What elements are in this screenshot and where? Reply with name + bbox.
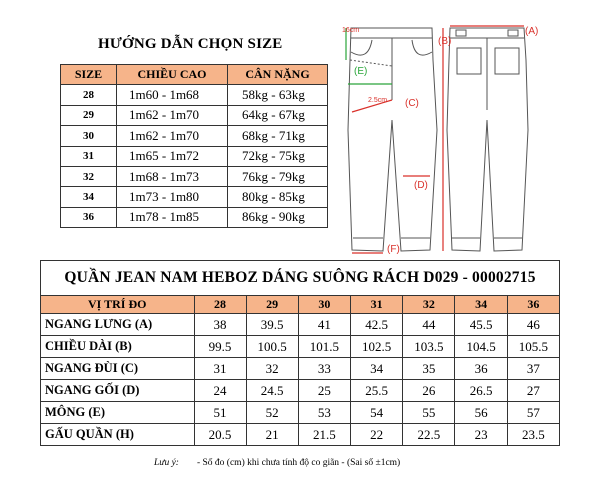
size-header: 29 — [246, 296, 298, 314]
label-e: (E) — [354, 66, 368, 77]
height-cell: 1m65 - 1m72 — [117, 146, 228, 166]
size-cell: 29 — [61, 105, 117, 125]
measurement-label: NGANG LƯNG (A) — [41, 314, 195, 336]
label-c: (C) — [405, 98, 419, 109]
measurement-value: 24 — [194, 380, 246, 402]
size-header: 36 — [507, 296, 559, 314]
size-header: 28 — [194, 296, 246, 314]
measurement-value: 21 — [246, 424, 298, 446]
measurement-row — [41, 402, 560, 424]
measurement-value: 44 — [403, 314, 455, 336]
measurement-value: 26.5 — [455, 380, 507, 402]
height-cell: 1m60 - 1m68 — [117, 85, 228, 105]
measurement-value: 38 — [194, 314, 246, 336]
measurement-label: NGANG ĐÙI (C) — [41, 358, 195, 380]
size-cell: 32 — [61, 166, 117, 186]
measurement-value: 101.5 — [298, 336, 350, 358]
measurement-row — [41, 380, 560, 402]
measurement-value: 24.5 — [246, 380, 298, 402]
measurement-value: 42.5 — [350, 314, 402, 336]
measurement-row — [41, 314, 560, 336]
weight-cell: 86kg - 90kg — [228, 207, 328, 227]
measurement-value: 99.5 — [194, 336, 246, 358]
measurement-value: 46 — [507, 314, 559, 336]
measurement-label: MÔNG (E) — [41, 402, 195, 424]
height-cell: 1m68 - 1m73 — [117, 166, 228, 186]
measurement-value: 32 — [246, 358, 298, 380]
measurement-value: 22.5 — [403, 424, 455, 446]
height-cell: 1m62 - 1m70 — [117, 126, 228, 146]
size-cell: 36 — [61, 207, 117, 227]
label-d: (D) — [414, 180, 428, 191]
measurement-value: 55 — [403, 402, 455, 424]
measurement-value: 45.5 — [455, 314, 507, 336]
measurement-value: 25.5 — [350, 380, 402, 402]
measurement-row — [41, 358, 560, 380]
measurement-value: 54 — [350, 402, 402, 424]
weight-cell: 72kg - 75kg — [228, 146, 328, 166]
weight-cell: 76kg - 79kg — [228, 166, 328, 186]
measurement-value: 31 — [194, 358, 246, 380]
measurement-value: 26 — [403, 380, 455, 402]
header-size: SIZE — [61, 65, 117, 85]
measurement-value: 25 — [298, 380, 350, 402]
measurement-value: 100.5 — [246, 336, 298, 358]
size-header: 32 — [403, 296, 455, 314]
header-position: VỊ TRÍ ĐO — [41, 296, 195, 314]
measurement-value: 20.5 — [194, 424, 246, 446]
measurement-label: NGANG GỐI (D) — [41, 380, 195, 402]
measurement-label: GẤU QUẦN (H) — [41, 424, 195, 446]
measurement-row — [41, 336, 560, 358]
measurement-value: 33 — [298, 358, 350, 380]
measurement-value: 105.5 — [507, 336, 559, 358]
weight-cell: 58kg - 63kg — [228, 85, 328, 105]
header-weight: CÂN NẶNG — [228, 65, 328, 85]
measurement-value: 22 — [350, 424, 402, 446]
measurement-value: 23 — [455, 424, 507, 446]
measurement-value: 27 — [507, 380, 559, 402]
measurement-value: 51 — [194, 402, 246, 424]
measurement-header-row — [41, 296, 560, 314]
measurement-value: 21.5 — [298, 424, 350, 446]
measurement-value: 23.5 — [507, 424, 559, 446]
size-header: 30 — [298, 296, 350, 314]
weight-cell: 64kg - 67kg — [228, 105, 328, 125]
offset-label: 2.5cm — [368, 97, 388, 104]
measurement-value: 56 — [455, 402, 507, 424]
measurement-value: 104.5 — [455, 336, 507, 358]
header-height: CHIỀU CAO — [117, 65, 228, 85]
weight-cell: 68kg - 71kg — [228, 126, 328, 146]
size-header: 34 — [455, 296, 507, 314]
label-a: (A) — [525, 26, 539, 37]
measurement-value: 103.5 — [403, 336, 455, 358]
measurement-label: CHIỀU DÀI (B) — [41, 336, 195, 358]
measurement-value: 35 — [403, 358, 455, 380]
size-header: 31 — [350, 296, 402, 314]
measurement-row — [41, 424, 560, 446]
size-cell: 28 — [61, 85, 117, 105]
measurement-value: 57 — [507, 402, 559, 424]
height-cell: 1m62 - 1m70 — [117, 105, 228, 125]
measurement-value: 37 — [507, 358, 559, 380]
height-cell: 1m78 - 1m85 — [117, 207, 228, 227]
size-cell: 34 — [61, 187, 117, 207]
measurement-value: 36 — [455, 358, 507, 380]
height-cell: 1m73 - 1m80 — [117, 187, 228, 207]
measurement-value: 41 — [298, 314, 350, 336]
rise-label: 16cm — [342, 27, 360, 34]
measurement-value: 102.5 — [350, 336, 402, 358]
note-label: Lưu ý: — [154, 458, 179, 468]
measurement-value: 53 — [298, 402, 350, 424]
measurement-value: 39.5 — [246, 314, 298, 336]
size-cell: 30 — [61, 126, 117, 146]
size-guide-title: HƯỚNG DẪN CHỌN SIZE — [98, 36, 283, 52]
measurement-value: 34 — [350, 358, 402, 380]
note — [154, 458, 400, 468]
size-cell: 31 — [61, 146, 117, 166]
measurement-title: QUẦN JEAN NAM HEBOZ DÁNG SUÔNG RÁCH D029 - 00002715 — [41, 261, 560, 296]
label-f: (F) — [387, 244, 400, 255]
label-b: (B) — [438, 36, 452, 47]
weight-cell: 80kg - 85kg — [228, 187, 328, 207]
measurement-value: 52 — [246, 402, 298, 424]
measurement-table — [40, 260, 560, 446]
note-text: - Số đo (cm) khi chưa tính độ co giãn - (Sai số ±1cm) — [196, 458, 401, 468]
